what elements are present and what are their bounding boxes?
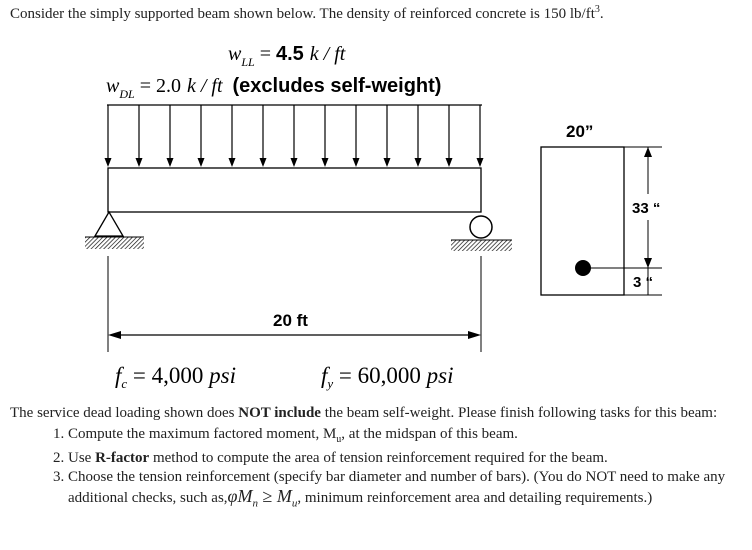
- load-arrow: [198, 105, 205, 167]
- problem-statement: [10, 404, 740, 514]
- load-arrow: [136, 105, 143, 167]
- intro-paragraph: [10, 404, 740, 423]
- span-label: 20 ft: [273, 311, 308, 330]
- live-load-label: $w_{LL} = 4.5$ k / ft: [228, 43, 346, 69]
- section-depth-label: 33 “: [632, 200, 661, 217]
- load-arrow: [322, 105, 329, 167]
- intro-period: .: [599, 6, 604, 22]
- load-arrow: [229, 105, 236, 167]
- paragraph-text: The service dead loading shown does: [10, 405, 239, 421]
- load-arrow: [415, 105, 422, 167]
- fy-label: $f_y = 60,000$ psi: [321, 363, 454, 391]
- pin-support: [85, 212, 144, 249]
- task-list: [10, 425, 740, 514]
- task-item-3: 3. Choose the tension reinforcement (specify bar diameter and number of bars). (You do NOT need to make any additional checks, such $as,\varphi M_n \ge M_u$, minimum reinforcement area and detailing requirements.): [68, 468, 740, 514]
- task-item-2: 2. Use R-factor method to compute the area of tension reinforcement required for the beam.: [68, 449, 740, 468]
- section-cover-label: 3 “: [633, 274, 654, 291]
- load-arrow: [260, 105, 267, 167]
- paragraph-text-cont: the beam self-weight. Please finish following tasks for this beam:: [320, 405, 718, 421]
- distributed-load: [105, 105, 484, 167]
- load-arrow: [384, 105, 391, 167]
- load-arrow: [167, 105, 174, 167]
- fc-label: $f_c = 4,000$ psi: [115, 363, 236, 391]
- dead-load-label: $w_{DL} = 2.0$ k / ft (excludes self-weight): [106, 75, 442, 101]
- beam: [108, 168, 481, 212]
- load-arrow: [446, 105, 453, 167]
- rebar: [575, 260, 591, 276]
- task-item-1: 1. Compute the maximum factored moment, $M_u$, at the midspan of this beam.: [68, 425, 740, 449]
- beam-cross-section: [541, 122, 662, 295]
- paragraph-bold: NOT include: [238, 405, 321, 421]
- span-dimension: [108, 256, 481, 352]
- load-arrow: [105, 105, 112, 167]
- section-width-label: 20”: [566, 122, 594, 141]
- roller-support: [451, 216, 512, 251]
- load-arrow: [291, 105, 298, 167]
- mu: $M_u$: [276, 486, 298, 510]
- intro-text: Consider the simply supported beam shown below. The density of reinforced concrete is 150 lb/ft: [10, 6, 595, 22]
- load-arrow: [353, 105, 360, 167]
- intro-superscript: 3: [594, 4, 600, 15]
- phi-mn: $\varphi M_n$: [227, 486, 258, 510]
- load-arrow: [477, 105, 484, 167]
